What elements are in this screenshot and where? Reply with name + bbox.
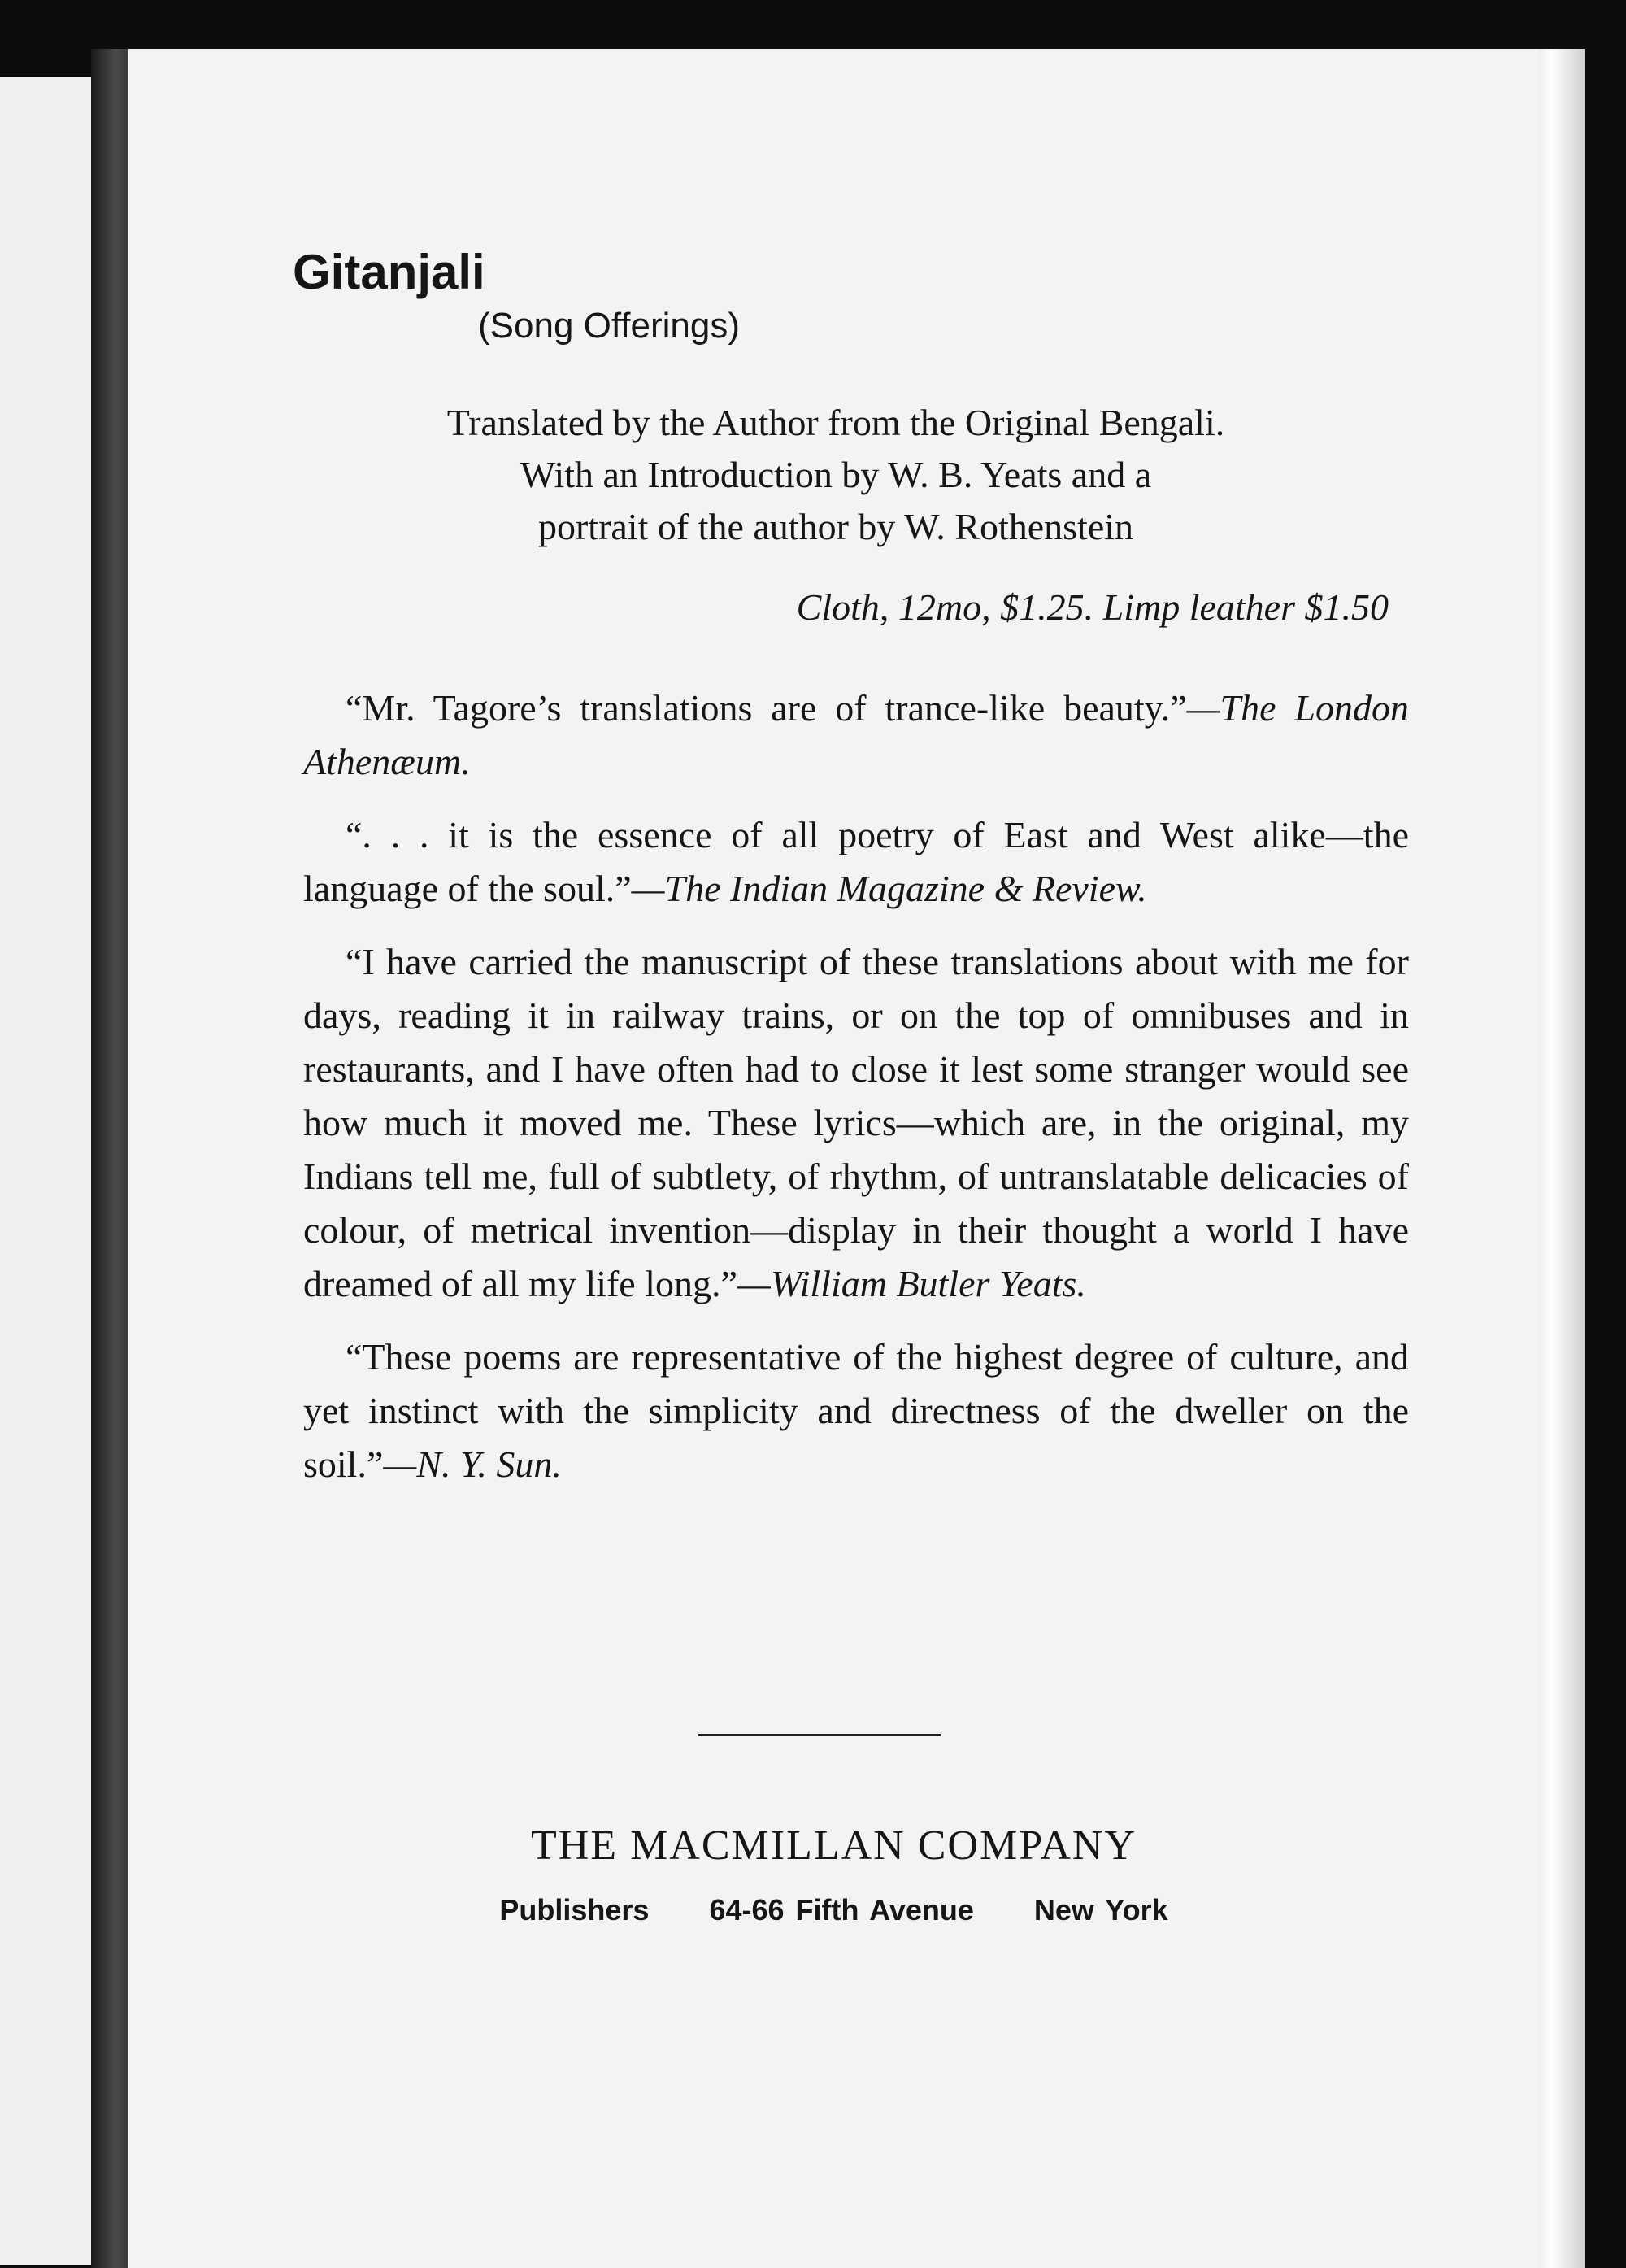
review-source: —N. Y. Sun.: [383, 1443, 562, 1485]
intro-line: portrait of the author by W. Rothenstein: [537, 506, 1134, 547]
review-source: —The Indian Magazine & Review.: [631, 868, 1147, 909]
publisher-details: [128, 1893, 1539, 1927]
price-line: Cloth, 12mo, $1.25. Limp leather $1.50: [796, 586, 1389, 628]
translation-credits: [283, 397, 1389, 553]
review-quote: “I have carried the manuscript of these translations about with me for days, reading it in railway trains, or on the top of omnibuses and in restaurants, and I have often had to close it lest some stranger would see how much it moved me. These lyrics—which are, in the original, my Indians tell me, full of subtlety, of rhythm, of untranslatable delicacies of colour, of metrical invention—display in their thought a world I have dreamed of all my life long.”: [303, 941, 1409, 1304]
publisher-city: New York: [1033, 1893, 1168, 1926]
review-source: —The London Athenæum.: [303, 687, 1409, 782]
review-quote: “Mr. Tagore’s translations are of trance-like beauty.”: [346, 687, 1187, 729]
book-page: [128, 49, 1539, 2268]
review-yeats: [303, 935, 1409, 1311]
intro-line: With an Introduction by W. B. Yeats and a: [520, 454, 1152, 495]
book-title: Gitanjali: [293, 245, 485, 299]
facing-page: [0, 77, 106, 2265]
intro-line: Translated by the Author from the Original Bengali.: [446, 402, 1225, 443]
review-ny-sun: [303, 1330, 1409, 1491]
book-subtitle: (Song Offerings): [478, 306, 741, 346]
publisher-address: 64-66 Fifth Avenue: [709, 1893, 974, 1926]
publisher-role: Publishers: [499, 1893, 650, 1926]
review-quote: “. . . it is the essence of all poetry of East and West alike—the language of the soul.”: [303, 814, 1409, 909]
review-list: [303, 681, 1409, 1511]
publisher-name: THE MACMILLAN COMPANY: [530, 1822, 1137, 1869]
review-quote: “These poems are representative of the highest degree of culture, and yet instinct with the simplicity and directness of the dweller on the soil.”: [303, 1336, 1409, 1485]
review-athenaeum: [303, 681, 1409, 789]
review-source: —William Butler Yeats.: [737, 1263, 1086, 1304]
review-indian-magazine: [303, 808, 1409, 916]
section-divider: [698, 1734, 941, 1736]
